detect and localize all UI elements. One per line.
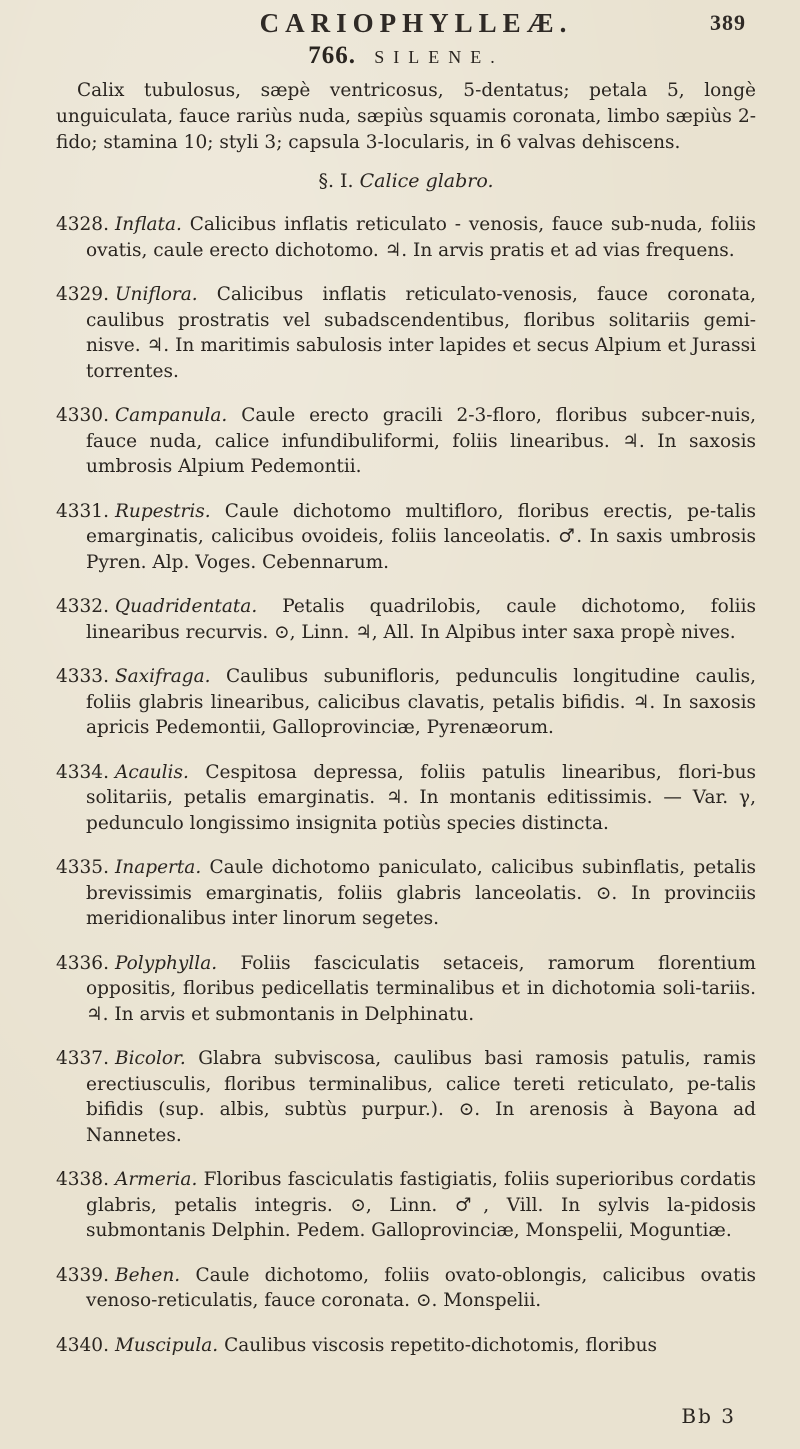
species-entry xyxy=(56,282,756,384)
entry-number: 4334. xyxy=(56,761,109,783)
entry-number: 4333. xyxy=(56,666,109,687)
entry-number: 4329. xyxy=(56,284,109,305)
section-mark: §. I. xyxy=(318,170,354,192)
genus-heading xyxy=(56,42,756,74)
entry-text: Floribus fasciculatis fastigiatis, foliis superioribus cordatis glabris, petalis integris. ⊙, Linn. ♂, Vill. In sylvis la-pidosis submontanis Delphin. Pedem. Galloprovinciæ, Monspelii, Moguntiæ. xyxy=(86,1169,756,1241)
species-entry xyxy=(56,1046,756,1148)
genus-number: 766. xyxy=(308,42,356,69)
entry-text: Petalis quadrilobis, caule dichotomo, foliis linearibus recurvis. ⊙, Linn. ♃, All. In Alpibus inter saxa propè nives. xyxy=(86,596,756,643)
entry-number: 4332. xyxy=(56,596,109,617)
species-list xyxy=(56,212,756,1358)
species-entry xyxy=(56,594,756,645)
species-entry xyxy=(56,664,756,741)
species-entry xyxy=(56,1167,756,1244)
species-name: Polyphylla. xyxy=(114,952,218,974)
entry-text: Caulibus subunifloris, pedunculis longitudine caulis, foliis glabris linearibus, calicibus clavatis, petalis bifidis. ♃. In saxosis apricis Pedemontii, Galloprovinciæ, Pyrenæorum. xyxy=(86,666,756,738)
species-name: Rupestris. xyxy=(114,500,211,522)
entry-text: Calicibus inflatis reticulato-venosis, fauce coronata, caulibus prostratis vel subadscendentibus, floribus solitariis gemi-nisve. ♃. In maritimis sabulosis inter lapides et secus Alpium et Jurassi torrentes. xyxy=(86,284,756,382)
entry-text: Cespitosa depressa, foliis patulis linearibus, flori-bus solitariis, petalis emarginatis. ♃. In montanis editissimis. — Var. γ, pedunculo longissimo insignita potiùs species distincta. xyxy=(86,761,756,834)
species-entry xyxy=(56,499,756,576)
entry-number: 4336. xyxy=(56,952,109,974)
species-name: Inaperta. xyxy=(114,857,202,878)
species-entry xyxy=(56,760,756,837)
species-entry xyxy=(56,212,756,263)
page-number: 389 xyxy=(710,10,746,35)
entry-text: Caule dichotomo multifloro, floribus erectis, pe-talis emarginatis, calicibus ovoideis, foliis lanceolatis. ♂. In saxis umbrosis Pyren. Alp. Voges. Cebennarum. xyxy=(86,500,756,573)
entry-number: 4331. xyxy=(56,500,109,522)
entry-text: Caule dichotomo, foliis ovato-oblongis, calicibus ovatis venoso-reticulatis, fauce coronata. ⊙. Monspelii. xyxy=(86,1264,756,1311)
entry-number: 4338. xyxy=(56,1169,109,1190)
entry-text: Caule dichotomo paniculato, calicibus subinflatis, petalis brevissimis emarginatis, foliis glabris lanceolatis. ⊙. In provinciis meridionalibus inter linorum segetes. xyxy=(86,857,757,929)
species-entry xyxy=(56,855,756,932)
species-name: Saxifraga. xyxy=(114,666,211,687)
species-entry xyxy=(56,1333,756,1359)
species-name: Bicolor. xyxy=(114,1048,186,1069)
species-name: Acaulis. xyxy=(114,761,189,783)
species-name: Quadridentata. xyxy=(114,596,258,617)
entry-text: Caulibus viscosis repetito-dichotomis, floribus xyxy=(224,1334,657,1356)
species-name: Armeria. xyxy=(114,1169,198,1190)
entry-number: 4339. xyxy=(56,1264,109,1286)
section-heading xyxy=(56,170,756,192)
entry-number: 4340. xyxy=(56,1334,109,1356)
genus-description: Calix tubulosus, sæpè ventricosus, 5-dentatus; petala 5, longè unguiculata, fauce rariùs nuda, sæpiùs squamis coronata, limbo sæpiùs 2-fido; stamina 10; styli 3; capsula 3-locularis, in 6 valvas dehiscens. xyxy=(56,80,756,153)
section-name: Calice glabro. xyxy=(359,170,494,192)
running-title: CARIOPHYLLEÆ. xyxy=(259,8,573,38)
species-entry xyxy=(56,951,756,1028)
entry-text: Calicibus inflatis reticulato - venosis, fauce sub-nuda, foliis ovatis, caule erecto dichotomo. ♃. In arvis pratis et ad vias frequens. xyxy=(86,214,756,261)
running-head xyxy=(56,8,756,42)
entry-text: Glabra subviscosa, caulibus basi ramosis patulis, ramis erectiusculis, floribus terminalibus, calice tereti reticulato, pe-talis bifidis (sup. albis, subtùs purpur.). ⊙. In arenosis à Bayona ad Nannetes. xyxy=(86,1048,756,1146)
entry-number: 4330. xyxy=(56,405,109,426)
entry-number: 4337. xyxy=(56,1048,109,1069)
species-name: Uniflora. xyxy=(114,284,198,305)
species-name: Muscipula. xyxy=(114,1334,219,1356)
entry-number: 4335. xyxy=(56,857,109,878)
species-entry xyxy=(56,403,756,480)
species-name: Inflata. xyxy=(114,214,182,235)
species-name: Campanula. xyxy=(114,405,228,426)
species-name: Behen. xyxy=(114,1264,181,1286)
entry-text: Foliis fasciculatis setaceis, ramorum florentium oppositis, floribus pedicellatis terminalibus et in dichotomia soli-tariis. ♃. In arvis et submontanis in Delphinatu. xyxy=(86,952,756,1025)
signature-mark: Bb 3 xyxy=(681,1404,736,1428)
genus-name: SILENE. xyxy=(374,47,504,67)
entry-number: 4328. xyxy=(56,214,109,235)
entry-text: Caule erecto gracili 2-3-floro, floribus subcer-nuis, fauce nuda, calice infundibuliformi, foliis linearibus. ♃. In saxosis umbrosis Alpium Pedemontii. xyxy=(86,405,757,477)
species-entry xyxy=(56,1263,756,1314)
